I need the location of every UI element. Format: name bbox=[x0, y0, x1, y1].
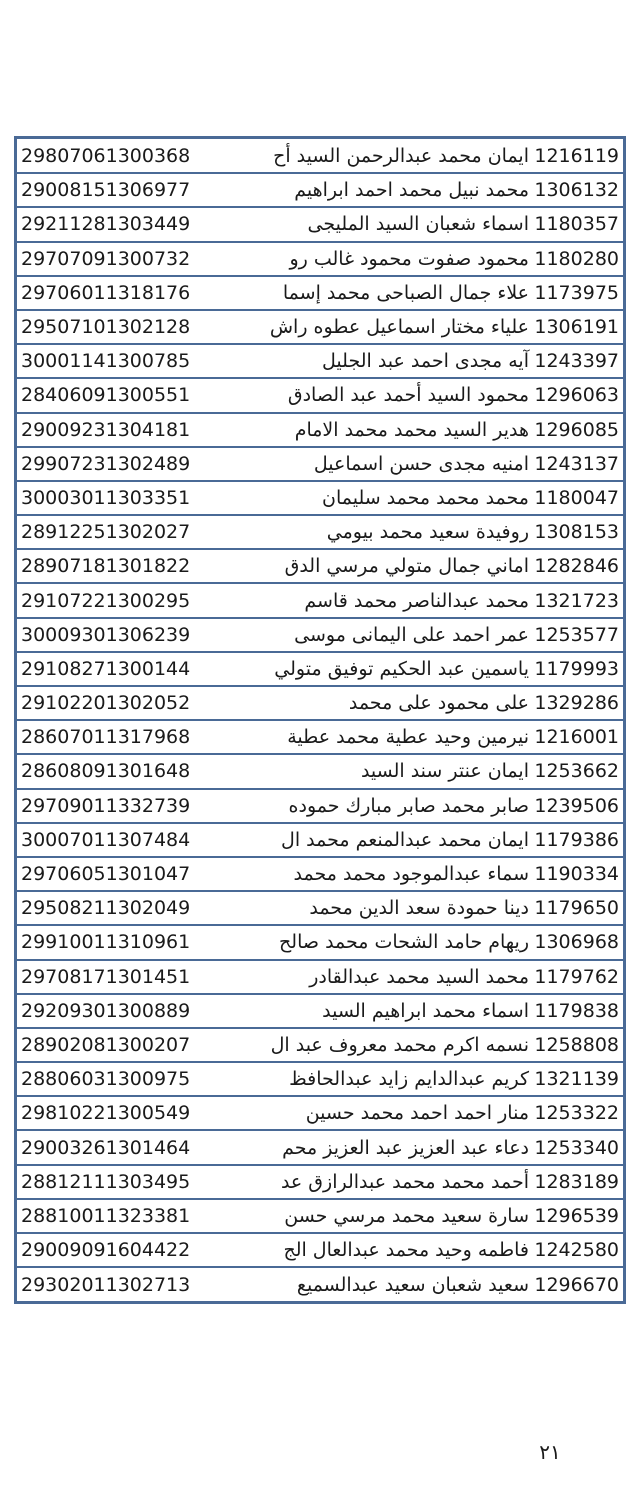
national-id-cell: 29009091604422 bbox=[17, 1233, 217, 1267]
table-row bbox=[17, 720, 623, 754]
national-id-cell: 29108271300144 bbox=[17, 652, 217, 686]
national-id-cell: 29910011310961 bbox=[17, 925, 217, 959]
name-cell: علياء مختار اسماعيل عطوه راش bbox=[217, 310, 533, 344]
table-row bbox=[17, 242, 623, 276]
national-id-cell: 28806031300975 bbox=[17, 1062, 217, 1096]
name-cell: محمد عبدالناصر محمد قاسم bbox=[217, 583, 533, 617]
national-id-cell: 29810221300549 bbox=[17, 1096, 217, 1130]
code-cell: 1321139 bbox=[533, 1062, 623, 1096]
table-row bbox=[17, 1028, 623, 1062]
code-cell: 1308153 bbox=[533, 515, 623, 549]
national-id-cell: 29709011332739 bbox=[17, 789, 217, 823]
name-cell: نيرمين وحيد عطية محمد عطية bbox=[217, 720, 533, 754]
table-row bbox=[17, 789, 623, 823]
name-cell: محمد السيد محمد عبدالقادر bbox=[217, 960, 533, 994]
national-id-cell: 30001141300785 bbox=[17, 344, 217, 378]
name-cell: دينا حمودة سعد الدين محمد bbox=[217, 891, 533, 925]
name-cell: منار احمد احمد محمد حسين bbox=[217, 1096, 533, 1130]
name-cell: فاطمه وحيد محمد عبدالعال الج bbox=[217, 1233, 533, 1267]
name-cell: امنيه مجدى حسن اسماعيل bbox=[217, 447, 533, 481]
table-row bbox=[17, 1199, 623, 1233]
table-row bbox=[17, 754, 623, 788]
table-row bbox=[17, 515, 623, 549]
code-cell: 1283189 bbox=[533, 1165, 623, 1199]
national-id-cell: 28810011323381 bbox=[17, 1199, 217, 1233]
employee-table-grid bbox=[17, 139, 623, 1301]
code-cell: 1216119 bbox=[533, 139, 623, 173]
national-id-cell: 29907231302489 bbox=[17, 447, 217, 481]
code-cell: 1243397 bbox=[533, 344, 623, 378]
table-row bbox=[17, 891, 623, 925]
table-row bbox=[17, 823, 623, 857]
code-cell: 1179762 bbox=[533, 960, 623, 994]
national-id-cell: 30007011307484 bbox=[17, 823, 217, 857]
table-row bbox=[17, 344, 623, 378]
national-id-cell: 29107221300295 bbox=[17, 583, 217, 617]
table-row bbox=[17, 1062, 623, 1096]
name-cell: ايمان محمد عبدالرحمن السيد أح bbox=[217, 139, 533, 173]
national-id-cell: 29807061300368 bbox=[17, 139, 217, 173]
page-number: ٢١ bbox=[539, 1440, 561, 1464]
code-cell: 1296670 bbox=[534, 1273, 619, 1296]
national-id-cell: 30003011303351 bbox=[17, 481, 217, 515]
name-cell: سعيد شعبان سعيد عبدالسميع bbox=[296, 1273, 529, 1296]
name-cell: محمد محمد محمد سليمان bbox=[217, 481, 533, 515]
national-id-cell: 28907181301822 bbox=[17, 549, 217, 583]
table-row bbox=[17, 276, 623, 310]
national-id-cell: 29009231304181 bbox=[17, 413, 217, 447]
national-id-cell: 29507101302128 bbox=[17, 310, 217, 344]
code-cell: 1296085 bbox=[533, 413, 623, 447]
code-cell: 1296539 bbox=[533, 1199, 623, 1233]
code-cell: 1321723 bbox=[533, 583, 623, 617]
national-id-cell: 29211281303449 bbox=[17, 207, 217, 241]
table-row bbox=[17, 310, 623, 344]
table-row bbox=[17, 1130, 623, 1164]
employee-table-body bbox=[17, 139, 623, 1301]
table-row bbox=[17, 173, 623, 207]
code-cell: 1253662 bbox=[533, 754, 623, 788]
code-cell: 1306968 bbox=[533, 925, 623, 959]
name-cell: على محمود على محمد bbox=[217, 686, 533, 720]
national-id-cell: 28608091301648 bbox=[17, 754, 217, 788]
name-cell: سماء عبدالموجود محمد محمد bbox=[217, 857, 533, 891]
table-row bbox=[17, 857, 623, 891]
national-id-cell: 28902081300207 bbox=[17, 1028, 217, 1062]
name-cell: ريهام حامد الشحات محمد صالح bbox=[217, 925, 533, 959]
table-row bbox=[17, 378, 623, 412]
code-cell: 1242580 bbox=[533, 1233, 623, 1267]
name-cell: محمود صفوت محمود غالب رو bbox=[217, 242, 533, 276]
code-cell: 1329286 bbox=[533, 686, 623, 720]
name-cell: علاء جمال الصباحى محمد إسما bbox=[217, 276, 533, 310]
code-cell: 1179386 bbox=[533, 823, 623, 857]
national-id-cell: 29706051301047 bbox=[17, 857, 217, 891]
code-cell: 1253577 bbox=[533, 618, 623, 652]
national-id-cell: 28912251302027 bbox=[17, 515, 217, 549]
table-row bbox=[17, 413, 623, 447]
code-cell: 1190334 bbox=[533, 857, 623, 891]
table-row bbox=[17, 994, 623, 1028]
table-row bbox=[17, 1096, 623, 1130]
name-cell: اسماء شعبان السيد المليجى bbox=[217, 207, 533, 241]
national-id-cell: 29302011302713 bbox=[21, 1273, 191, 1296]
code-cell: 1306191 bbox=[533, 310, 623, 344]
code-cell: 1253340 bbox=[533, 1130, 623, 1164]
name-cell: ايمان محمد عبدالمنعم محمد ال bbox=[217, 823, 533, 857]
code-cell: 1282846 bbox=[533, 549, 623, 583]
table-row bbox=[17, 1233, 623, 1267]
national-id-cell: 29008151306977 bbox=[17, 173, 217, 207]
code-cell: 1253322 bbox=[533, 1096, 623, 1130]
table-row bbox=[17, 1267, 623, 1301]
national-id-cell: 28812111303495 bbox=[17, 1165, 217, 1199]
table-row bbox=[17, 686, 623, 720]
code-cell: 1243137 bbox=[533, 447, 623, 481]
name-cell: سارة سعيد محمد مرسي حسن bbox=[217, 1199, 533, 1233]
national-id-cell: 28607011317968 bbox=[17, 720, 217, 754]
code-cell: 1180280 bbox=[533, 242, 623, 276]
table-row bbox=[17, 652, 623, 686]
name-cell: روفيدة سعيد محمد بيومي bbox=[217, 515, 533, 549]
table-row bbox=[17, 960, 623, 994]
name-cell: محمد نبيل محمد احمد ابراهيم bbox=[217, 173, 533, 207]
code-cell: 1180047 bbox=[533, 481, 623, 515]
code-cell: 1179993 bbox=[533, 652, 623, 686]
national-id-cell: 29708171301451 bbox=[17, 960, 217, 994]
national-id-cell: 30009301306239 bbox=[17, 618, 217, 652]
national-id-cell: 29209301300889 bbox=[17, 994, 217, 1028]
name-cell: محمود السيد أحمد عبد الصادق bbox=[217, 378, 533, 412]
national-id-cell: 29707091300732 bbox=[17, 242, 217, 276]
code-cell: 1258808 bbox=[533, 1028, 623, 1062]
national-id-cell: 29003261301464 bbox=[17, 1130, 217, 1164]
national-id-cell: 29102201302052 bbox=[17, 686, 217, 720]
table-row bbox=[17, 583, 623, 617]
table-row bbox=[17, 549, 623, 583]
name-cell: اماني جمال متولي مرسي الدق bbox=[217, 549, 533, 583]
table-row bbox=[17, 139, 623, 173]
code-cell: 1239506 bbox=[533, 789, 623, 823]
name-cell: عمر احمد على اليمانى موسى bbox=[217, 618, 533, 652]
name-cell: اسماء محمد ابراهيم السيد bbox=[217, 994, 533, 1028]
national-id-cell: 28406091300551 bbox=[17, 378, 217, 412]
name-cell: كريم عبدالدايم زايد عبدالحافظ bbox=[217, 1062, 533, 1096]
table-row bbox=[17, 447, 623, 481]
code-cell: 1179650 bbox=[533, 891, 623, 925]
name-cell: هدير السيد محمد محمد الامام bbox=[217, 413, 533, 447]
table-row bbox=[17, 1165, 623, 1199]
national-id-cell: 29706011318176 bbox=[17, 276, 217, 310]
code-cell: 1306132 bbox=[533, 173, 623, 207]
name-cell: صابر محمد صابر مبارك حموده bbox=[217, 789, 533, 823]
name-cell: نسمه اكرم محمد معروف عبد ال bbox=[217, 1028, 533, 1062]
code-cell: 1180357 bbox=[533, 207, 623, 241]
name-cell: آيه مجدى احمد عبد الجليل bbox=[217, 344, 533, 378]
name-cell: ايمان عنتر سند السيد bbox=[217, 754, 533, 788]
name-cell: أحمد محمد محمد عبدالرازق عد bbox=[217, 1165, 533, 1199]
table-row bbox=[17, 618, 623, 652]
table-row bbox=[17, 481, 623, 515]
name-cell: ياسمين عبد الحكيم توفيق متولي bbox=[217, 652, 533, 686]
table-row bbox=[17, 925, 623, 959]
national-id-cell: 29508211302049 bbox=[17, 891, 217, 925]
code-cell: 1296063 bbox=[533, 378, 623, 412]
table-row bbox=[17, 207, 623, 241]
code-cell: 1179838 bbox=[533, 994, 623, 1028]
employee-table bbox=[14, 136, 626, 1304]
code-cell: 1216001 bbox=[533, 720, 623, 754]
name-cell: دعاء عبد العزيز عبد العزيز محم bbox=[217, 1130, 533, 1164]
code-cell: 1173975 bbox=[533, 276, 623, 310]
